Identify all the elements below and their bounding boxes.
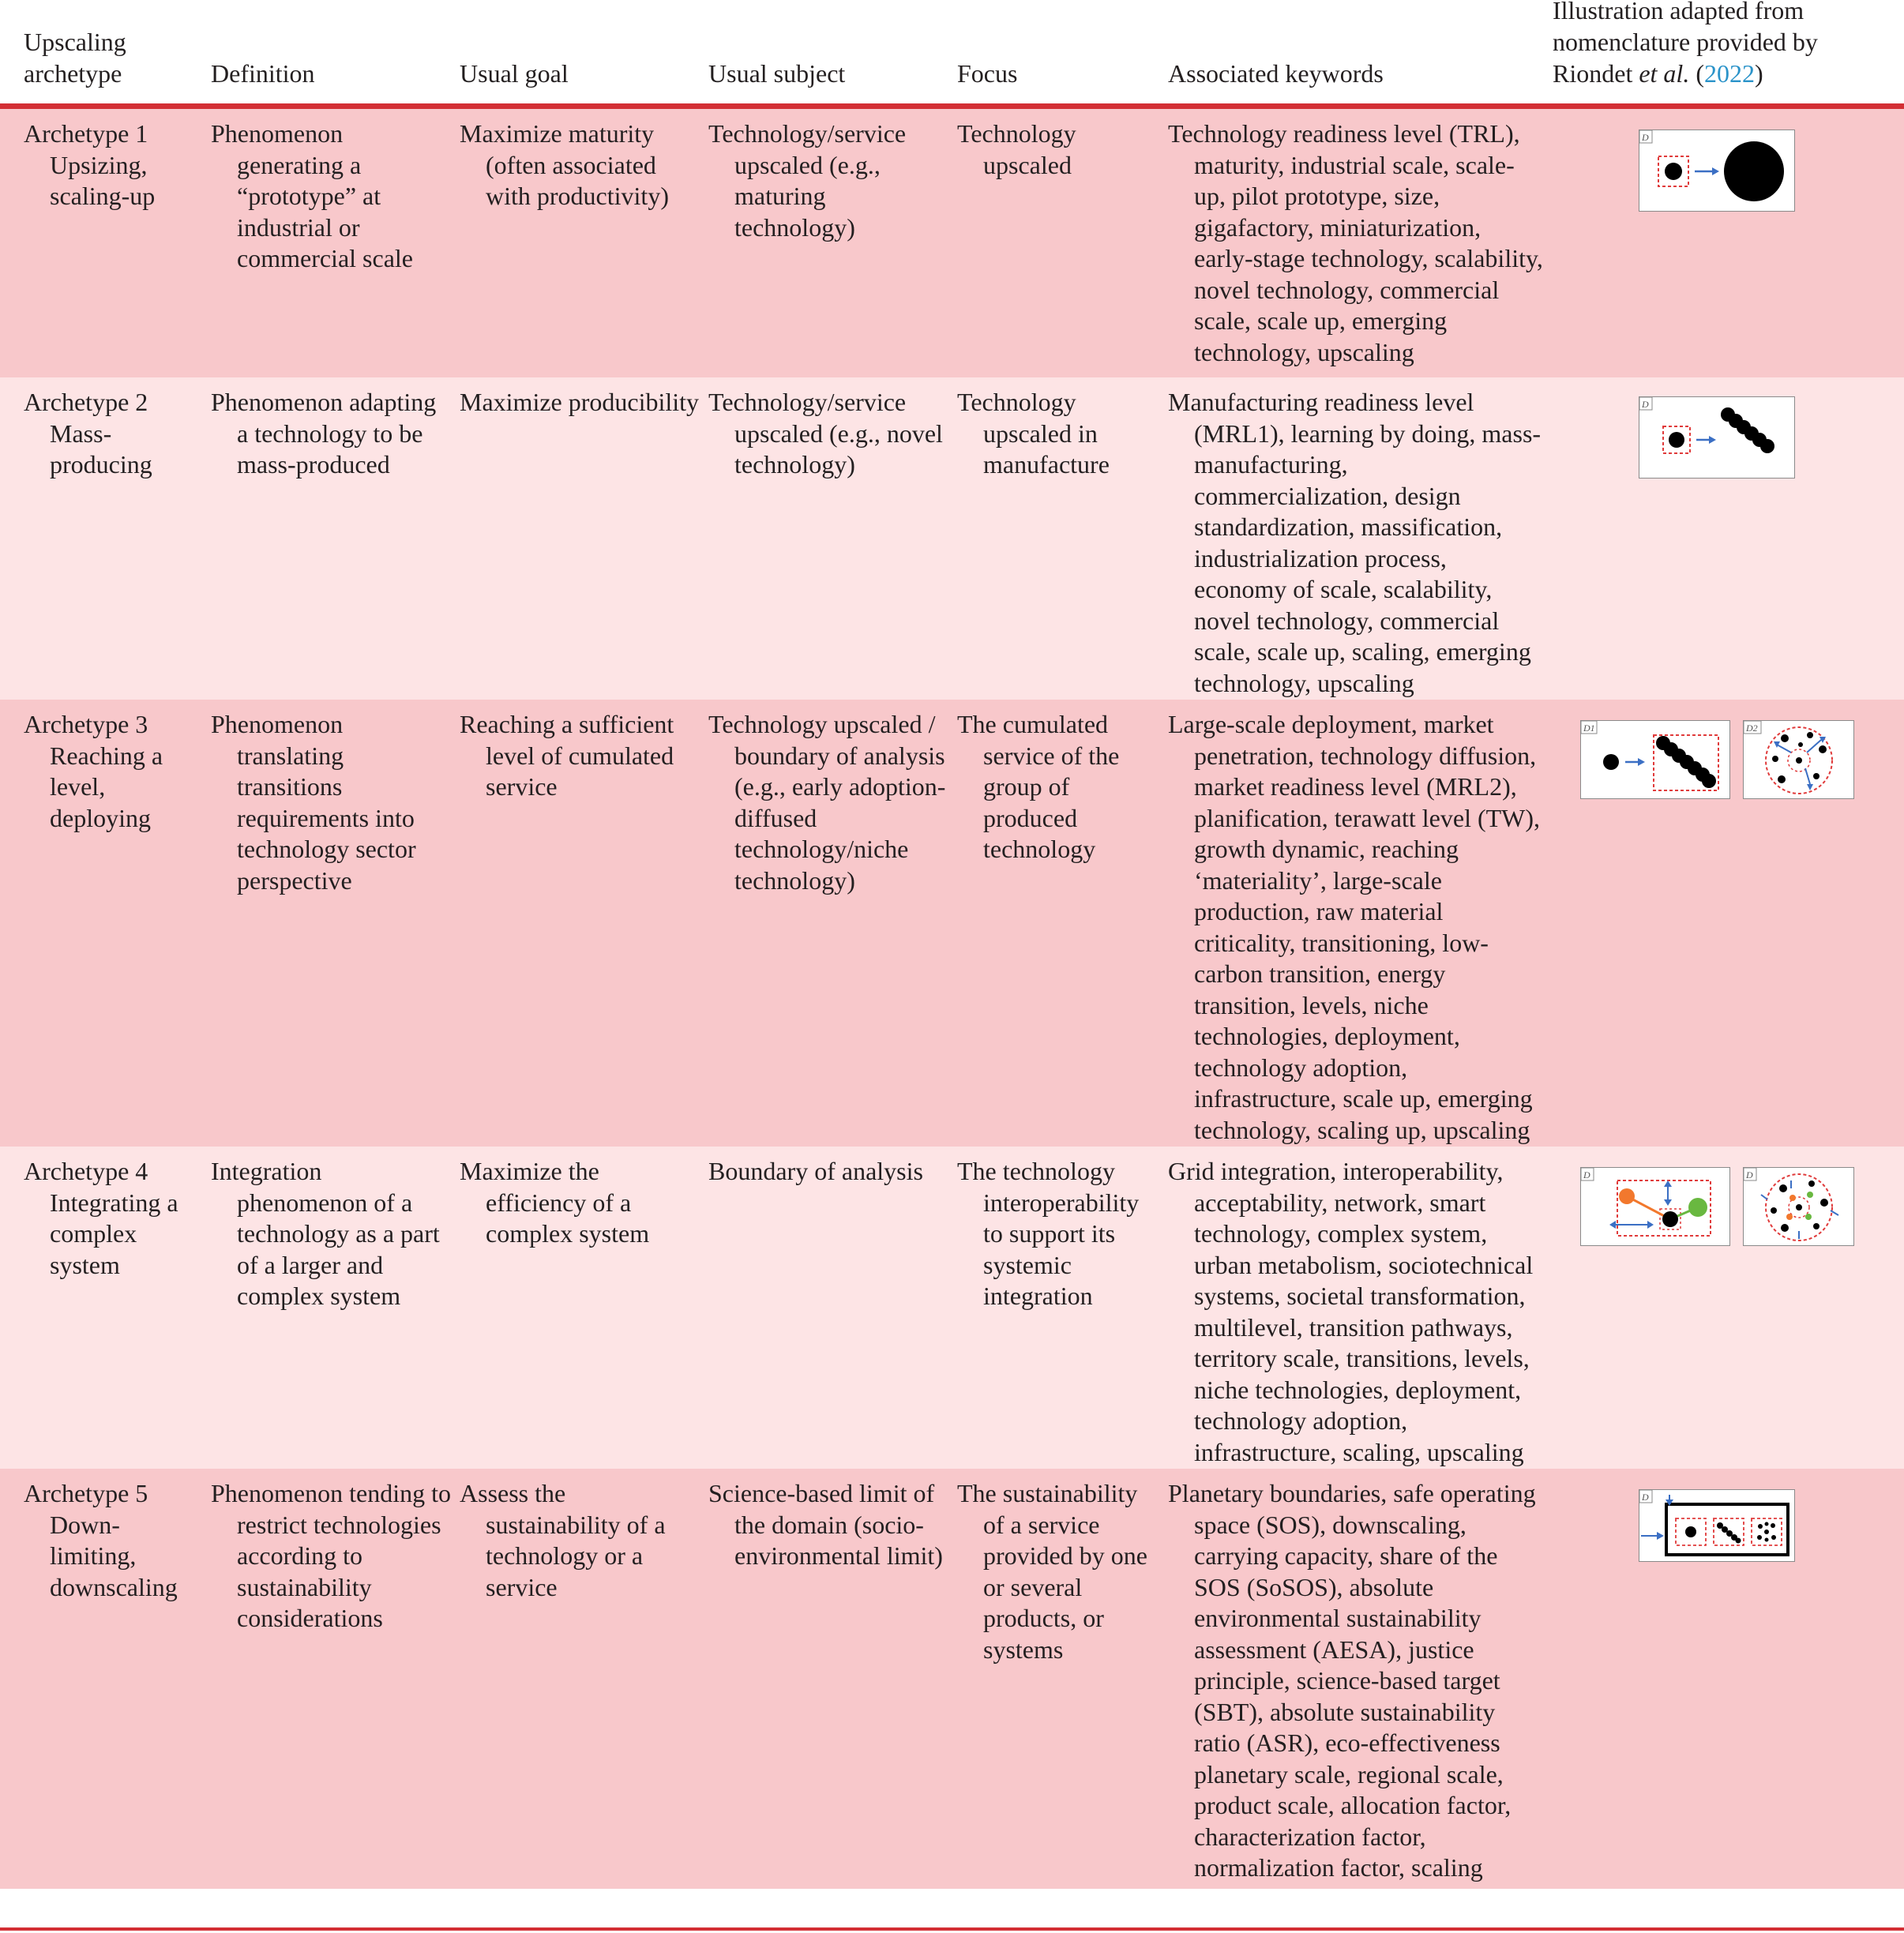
bottom-rule xyxy=(0,1927,1904,1931)
cell-keywords: Planetary boundaries, safe operating space (SOS), downscaling, carrying capacity, share of the SOS (SoSOS), absolute environmental sustainability assessment (AESA), justice principle, science-based target (SBT), absolute sustainability ratio (ASR), eco-effectiveness planetary scale, regional scale, product scale, allocation factor, characterization factor, normalization factor, scaling xyxy=(1168,1479,1536,1882)
cell-definition: Phenomenon tending to restrict technologies according to sustainability considerations xyxy=(211,1479,451,1632)
illustration-label: D1 xyxy=(1583,723,1595,734)
header-keywords: Associated keywords xyxy=(1168,59,1384,88)
cell-focus: The technology interoperability to support its systemic integration xyxy=(957,1157,1140,1310)
deploying-illustration-d2 xyxy=(1743,720,1854,799)
cell-focus: Technology upscaled in manufacture xyxy=(957,388,1110,479)
illustration-label: D xyxy=(1642,1492,1649,1503)
header-definition: Definition xyxy=(211,59,315,88)
header-illustration-citation: Riondet et al. (2022) xyxy=(1553,59,1763,88)
cell-archetype: Archetype 5 Down-limiting, downscaling xyxy=(24,1479,178,1601)
cell-goal: Maximize the efficiency of a complex system xyxy=(460,1157,650,1248)
cell-goal: Reaching a sufficient level of cumulated service xyxy=(460,710,674,801)
header-rule xyxy=(0,103,1904,109)
cell-definition: Phenomenon generating a “prototype” at industrial or commercial scale xyxy=(211,119,413,272)
header-subject: Usual subject xyxy=(708,59,846,88)
cell-archetype: Archetype 2 Mass-producing xyxy=(24,388,152,479)
illustration-label: D2 xyxy=(1746,723,1758,734)
cell-focus: The sustainability of a service provided by one or several products, or systems xyxy=(957,1479,1147,1664)
cell-keywords: Grid integration, interoperability, acceptability, network, smart technology, complex system, urban metabolism, sociotechnical systems, societal transformation, multilevel, transition pathways, territory scale, transitions, levels, niche technologies, deployment, technology adoption, infrastructure, scaling, upscaling xyxy=(1168,1157,1534,1466)
illustration-label: D xyxy=(1642,399,1649,410)
deploying-illustration-d1 xyxy=(1580,720,1730,799)
cell-keywords: Manufacturing readiness level (MRL1), learning by doing, mass-manufacturing, commercialization, design standardization, massification, industrialization process, economy of scale, scalability, novel technology, commercial scale, scale up, scaling, emerging technology, upscaling xyxy=(1168,388,1542,697)
cell-goal: Assess the sustainability of a technology or a service xyxy=(460,1479,666,1601)
mass-producing-illustration xyxy=(1639,396,1795,479)
cell-subject: Technology upscaled / boundary of analysis (e.g., early adoption-diffused technology/niche technology) xyxy=(708,710,946,895)
header-illustration-line2: nomenclature provided by xyxy=(1553,28,1818,56)
header-illustration-line1: Illustration adapted from xyxy=(1553,0,1804,24)
table-row xyxy=(0,1469,1904,1889)
header-archetype: Upscaling archetype xyxy=(24,28,126,88)
header-illustration xyxy=(1553,0,1900,89)
upsizing-illustration xyxy=(1639,129,1795,212)
downscaling-illustration xyxy=(1639,1489,1795,1562)
table-row xyxy=(0,700,1904,1147)
cell-keywords: Technology readiness level (TRL), maturity, industrial scale, scale-up, pilot prototype, size, gigafactory, miniaturization, early-stage technology, scalability, novel technology, commercial scale, scale up, emerging technology, upscaling xyxy=(1168,119,1543,366)
cell-definition: Integration phenomenon of a technology as a part of a larger and complex system xyxy=(211,1157,440,1310)
table-row xyxy=(0,109,1904,377)
table-row xyxy=(0,377,1904,700)
header-goal: Usual goal xyxy=(460,59,569,88)
cell-definition: Phenomenon adapting a technology to be mass-produced xyxy=(211,388,437,479)
cell-goal: Maximize producibility xyxy=(460,388,700,416)
cell-archetype: Archetype 4 Integrating a complex system xyxy=(24,1157,178,1279)
cell-archetype: Archetype 3 Reaching a level, deploying xyxy=(24,710,163,832)
cell-keywords: Large-scale deployment, market penetration, technology diffusion, market readiness level (MRL2), planification, terawatt level (TW), growth dynamic, reaching ‘materiality’, large-scale production, raw material criticality, transitioning, low-carbon transition, energy transition, levels, niche technologies, deployment, technology adoption, infrastructure, scale up, emerging technology, scaling up, upscaling xyxy=(1168,710,1541,1144)
illustration-label: D xyxy=(1642,132,1649,143)
illustration-label: D xyxy=(1746,1169,1753,1180)
cell-definition: Phenomenon translating transitions requirements into technology sector perspective xyxy=(211,710,416,895)
cell-goal: Maximize maturity (often associated with productivity) xyxy=(460,119,669,210)
cell-archetype: Archetype 1 Upsizing, scaling-up xyxy=(24,119,156,210)
table-header xyxy=(0,0,1904,105)
cell-subject: Science-based limit of the domain (socio-environmental limit) xyxy=(708,1479,943,1570)
integrating-illustration-system xyxy=(1743,1167,1854,1246)
cell-subject: Technology/service upscaled (e.g., maturing technology) xyxy=(708,119,907,242)
header-focus: Focus xyxy=(957,59,1018,88)
cell-subject: Boundary of analysis xyxy=(708,1157,923,1185)
cell-focus: The cumulated service of the group of produced technology xyxy=(957,710,1120,863)
cell-subject: Technology/service upscaled (e.g., novel technology) xyxy=(708,388,943,479)
citation-author: Riondet xyxy=(1553,59,1633,88)
integrating-illustration-network xyxy=(1580,1167,1730,1246)
citation-etal: et al. xyxy=(1639,59,1690,88)
cell-focus: Technology upscaled xyxy=(957,119,1076,179)
table-row xyxy=(0,1147,1904,1469)
citation-year-link[interactable]: 2022 xyxy=(1703,59,1755,88)
illustration-label: D xyxy=(1583,1169,1590,1180)
